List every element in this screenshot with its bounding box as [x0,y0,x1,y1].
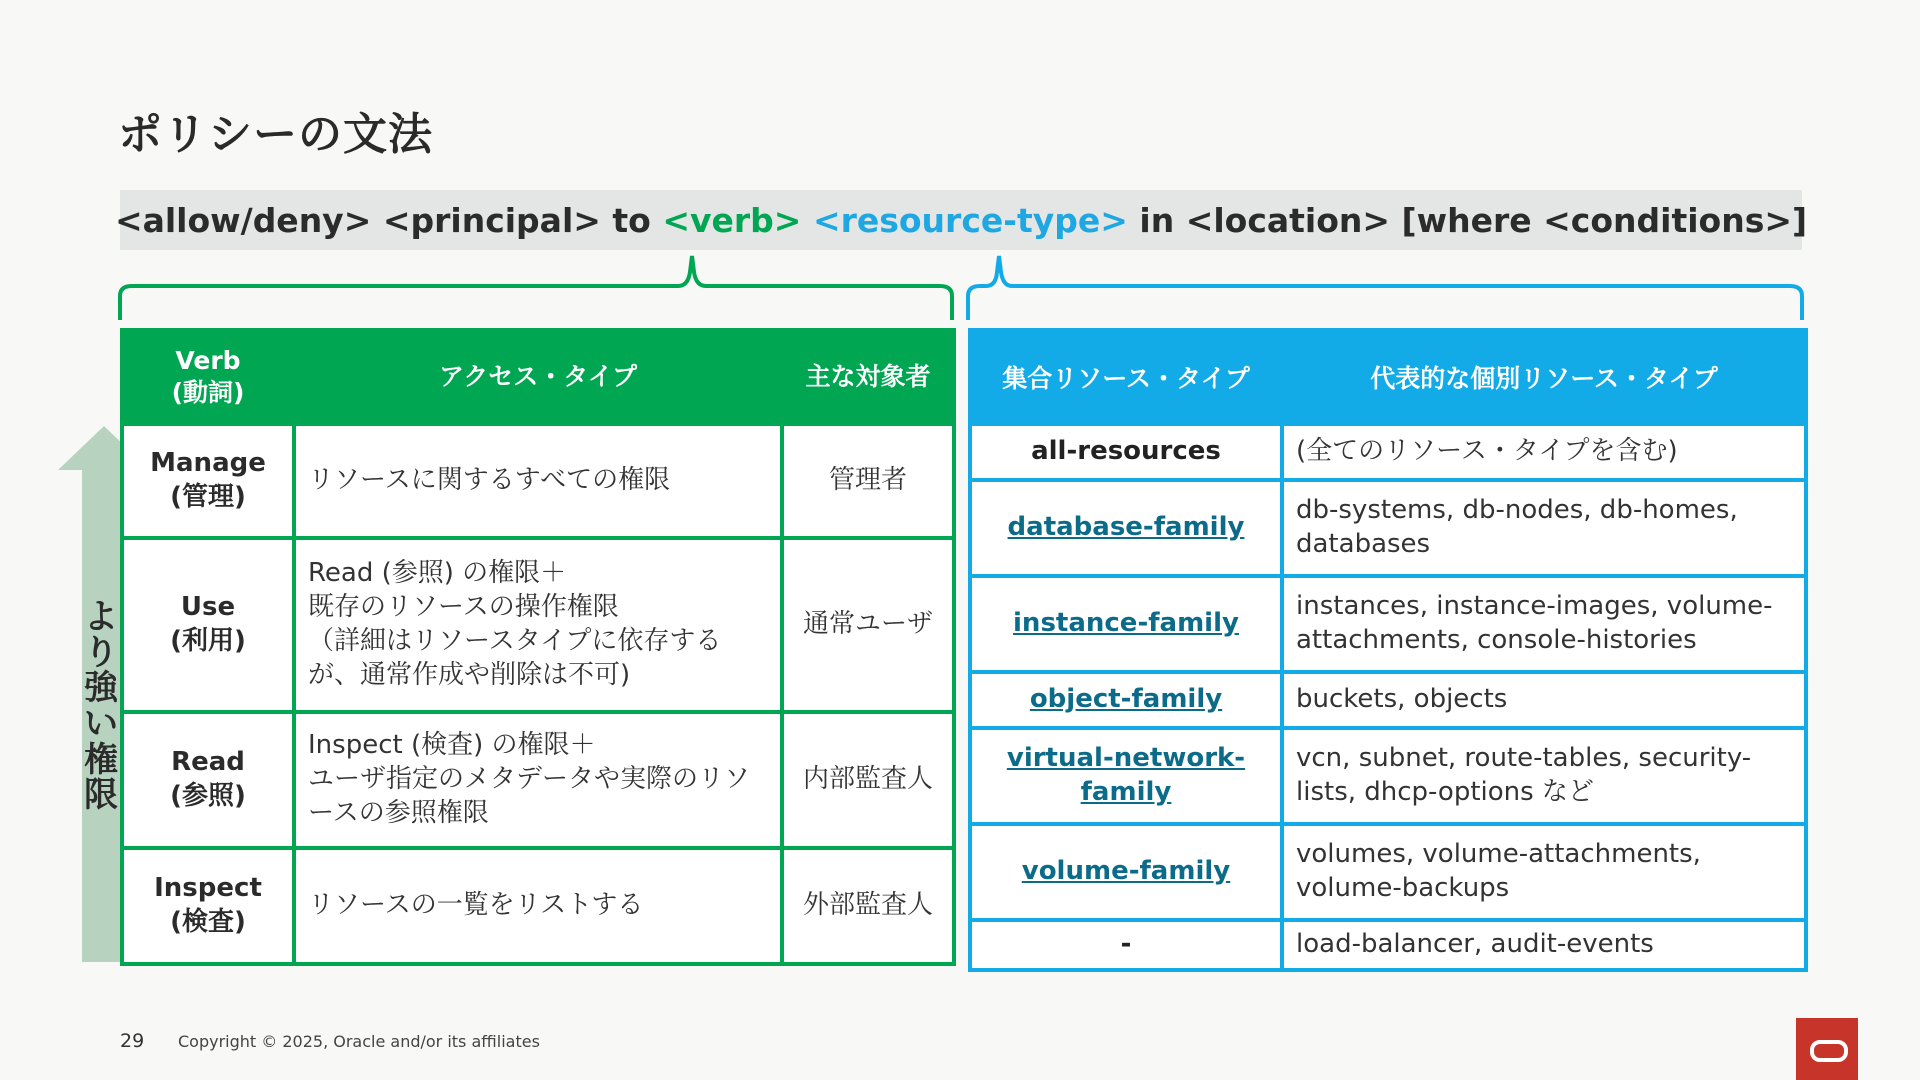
stronger-permission-label: より強い権限 [84,597,118,816]
resource-examples-cell: volumes, volume-attachments, volume-backups [1282,824,1806,920]
resource-brace [966,252,1806,322]
who-cell: 内部監査人 [782,712,954,848]
verb-cell: Inspect (検査) [122,848,294,964]
syntax-prefix: <allow/deny> <principal> to [114,200,663,240]
oracle-logo-icon [1796,1018,1858,1080]
verb-brace [118,252,956,322]
resource-type-link[interactable]: virtual-network-family [970,728,1282,824]
verb-cell: Read (参照) [122,712,294,848]
resource-examples-cell: vcn, subnet, route-tables, security-lists, dhcp-options など [1282,728,1806,824]
resource-type-link[interactable]: instance-family [970,576,1282,672]
table-row [970,424,1806,480]
access-cell: Inspect (検査) の権限＋ ユーザ指定のメタデータや実際のリソースの参照権限 [294,712,782,848]
resource-examples-cell: load-balancer, audit-events [1282,920,1806,970]
resource-type-cell: all-resources [970,424,1282,480]
access-cell: リソースに関するすべての権限 [294,424,782,538]
aggregate-type-header: 集合リソース・タイプ [970,330,1282,424]
access-cell: Read (参照) の権限＋ 既存のリソースの操作権限 （詳細はリソースタイプに依存するが、通常作成や削除は不可) [294,538,782,712]
verb-header: Verb (動詞) [122,330,294,424]
resource-examples-cell: buckets, objects [1282,672,1806,728]
resource-examples-cell: instances, instance-images, volume-attachments, console-histories [1282,576,1806,672]
table-row [122,538,954,712]
table-row [122,424,954,538]
resource-type-link[interactable]: database-family [970,480,1282,576]
verb-cell: Manage (管理) [122,424,294,538]
table-row [122,848,954,964]
access-cell: リソースの一覧をリストする [294,848,782,964]
access-type-header: アクセス・タイプ [294,330,782,424]
syntax-resource-type: <resource-type> [812,200,1128,240]
verb-cell: Use (利用) [122,538,294,712]
page-number: 29 [120,1030,145,1052]
table-row [970,920,1806,970]
who-cell: 管理者 [782,424,954,538]
table-row [970,728,1806,824]
syntax-space [801,201,813,240]
resource-examples-cell: db-systems, db-nodes, db-homes, databases [1282,480,1806,576]
table-row [970,824,1806,920]
who-cell: 外部監査人 [782,848,954,964]
resource-type-table [968,328,1808,972]
syntax-suffix: in <location> [where <conditions>] [1127,200,1808,240]
resource-type-link[interactable]: object-family [970,672,1282,728]
resource-type-cell: - [970,920,1282,970]
verb-table [120,328,956,966]
table-row [970,576,1806,672]
resource-type-link[interactable]: volume-family [970,824,1282,920]
who-cell: 通常ユーザ [782,538,954,712]
table-row [970,480,1806,576]
slide-title: ポリシーの文法 [118,109,433,160]
target-user-header: 主な対象者 [782,330,954,424]
resource-examples-cell: (全てのリソース・タイプを含む) [1282,424,1806,480]
copyright-text: Copyright © 2025, Oracle and/or its affiliates [178,1032,540,1051]
syntax-verb: <verb> [662,200,802,240]
table-row [122,712,954,848]
table-row [970,672,1806,728]
individual-type-header: 代表的な個別リソース・タイプ [1282,330,1806,424]
policy-syntax [114,190,1808,250]
